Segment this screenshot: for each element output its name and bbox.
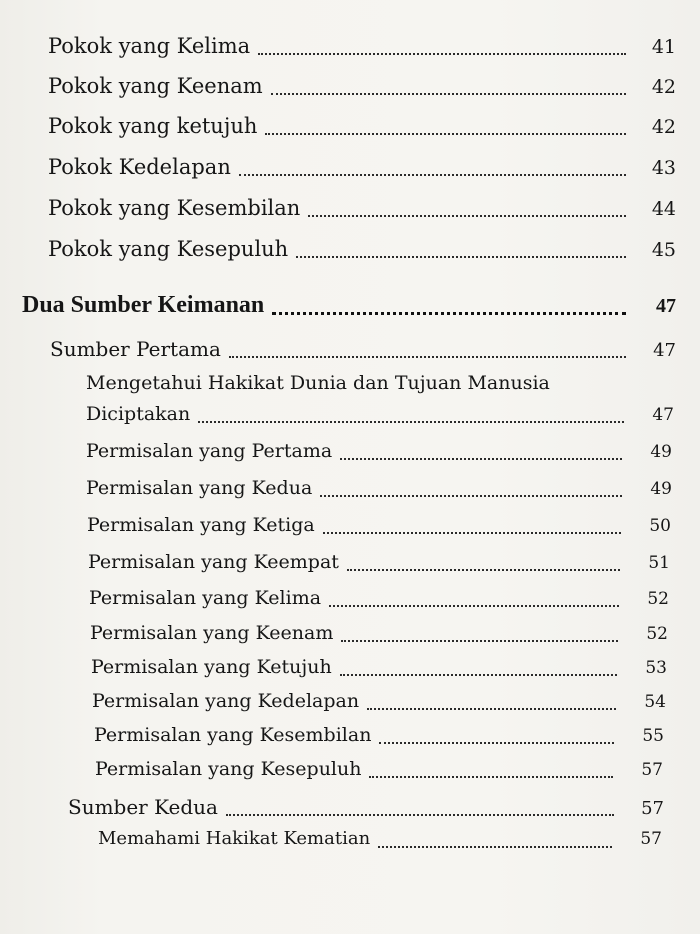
dot-leader — [367, 706, 616, 710]
toc-entry — [48, 34, 676, 58]
toc-entry — [48, 114, 676, 138]
dot-leader — [340, 672, 617, 676]
entry-title: Pokok yang Kesepuluh — [48, 237, 289, 261]
entry-title-line-2: Diciptakan — [86, 403, 191, 425]
toc-entry — [48, 237, 676, 261]
dot-leader — [340, 456, 622, 460]
dot-leader — [265, 131, 626, 135]
toc-entry — [89, 587, 669, 609]
toc-entry — [50, 337, 676, 361]
entry-title: Pokok yang Keenam — [48, 74, 263, 98]
page-number: 42 — [651, 76, 676, 98]
entry-title: Memahami Hakikat Kematian — [98, 828, 371, 849]
dot-leader — [272, 310, 626, 315]
dot-leader — [369, 774, 613, 778]
section-title: Dua Sumber Keimanan — [22, 292, 265, 318]
page-number: 47 — [656, 295, 676, 317]
toc-entry — [92, 690, 666, 712]
toc-entry — [87, 514, 671, 536]
page-number: 57 — [640, 829, 662, 849]
entry-title: Permisalan yang Kesembilan — [94, 724, 372, 746]
toc-entry — [86, 477, 672, 499]
page-number: 51 — [648, 553, 670, 573]
dot-leader — [320, 493, 622, 497]
page-number: 54 — [644, 692, 666, 712]
toc-entry — [95, 758, 663, 780]
toc-entry — [88, 551, 670, 573]
page-number: 49 — [650, 479, 672, 499]
page-number: 47 — [653, 340, 676, 361]
entry-title: Permisalan yang Keenam — [90, 622, 334, 644]
entry-title: Permisalan yang Ketujuh — [91, 656, 332, 678]
toc-entry — [48, 155, 676, 179]
dot-leader — [229, 354, 626, 358]
dot-leader — [198, 419, 624, 423]
dot-leader — [347, 567, 620, 571]
entry-title: Sumber Kedua — [68, 795, 218, 819]
page-number: 57 — [641, 798, 664, 819]
entry-title: Pokok Kedelapan — [48, 155, 231, 179]
page-number: 55 — [642, 726, 664, 746]
toc-entry — [98, 828, 662, 849]
entry-title: Permisalan yang Kesepuluh — [95, 758, 362, 780]
dot-leader — [296, 254, 626, 258]
page-number: 50 — [649, 516, 671, 536]
page-number: 44 — [651, 198, 676, 220]
page-number: 49 — [650, 442, 672, 462]
toc-entry — [90, 622, 668, 644]
page-number: 47 — [652, 405, 674, 425]
dot-leader — [378, 844, 612, 848]
entry-title: Pokok yang Kelima — [48, 34, 251, 58]
page-number: 42 — [651, 116, 676, 138]
entry-title: Permisalan yang Kelima — [89, 587, 322, 609]
entry-title: Permisalan yang Keempat — [88, 551, 339, 573]
dot-leader — [226, 812, 614, 816]
page-number: 41 — [651, 36, 676, 58]
dot-leader — [323, 530, 621, 534]
toc-entry — [48, 74, 676, 98]
page-number: 52 — [647, 589, 669, 609]
toc-entry — [86, 440, 672, 462]
dot-leader — [341, 638, 618, 642]
dot-leader — [308, 213, 626, 217]
toc-section-heading — [22, 292, 676, 319]
dot-leader — [329, 603, 619, 607]
toc-entry — [94, 724, 664, 746]
toc-entry — [86, 403, 674, 425]
entry-title: Permisalan yang Kedua — [86, 477, 313, 499]
toc-entry — [68, 795, 664, 819]
page-number: 52 — [646, 624, 668, 644]
entry-title-line-1: Mengetahui Hakikat Dunia dan Tujuan Manusia — [86, 372, 550, 394]
page-number: 53 — [645, 658, 667, 678]
toc-entry — [48, 196, 676, 220]
page-number: 57 — [641, 760, 663, 780]
toc-entry — [91, 656, 667, 678]
entry-title: Pokok yang Kesembilan — [48, 196, 301, 220]
page-number: 43 — [651, 157, 676, 179]
page-number: 45 — [651, 239, 676, 261]
entry-title: Sumber Pertama — [50, 337, 221, 361]
entry-title: Pokok yang ketujuh — [48, 114, 258, 138]
entry-title: Permisalan yang Pertama — [86, 440, 333, 462]
dot-leader — [239, 172, 626, 176]
entry-title: Permisalan yang Ketiga — [87, 514, 315, 536]
dot-leader — [379, 740, 614, 744]
entry-title: Permisalan yang Kedelapan — [92, 690, 360, 712]
dot-leader — [258, 51, 626, 55]
dot-leader — [271, 91, 626, 95]
